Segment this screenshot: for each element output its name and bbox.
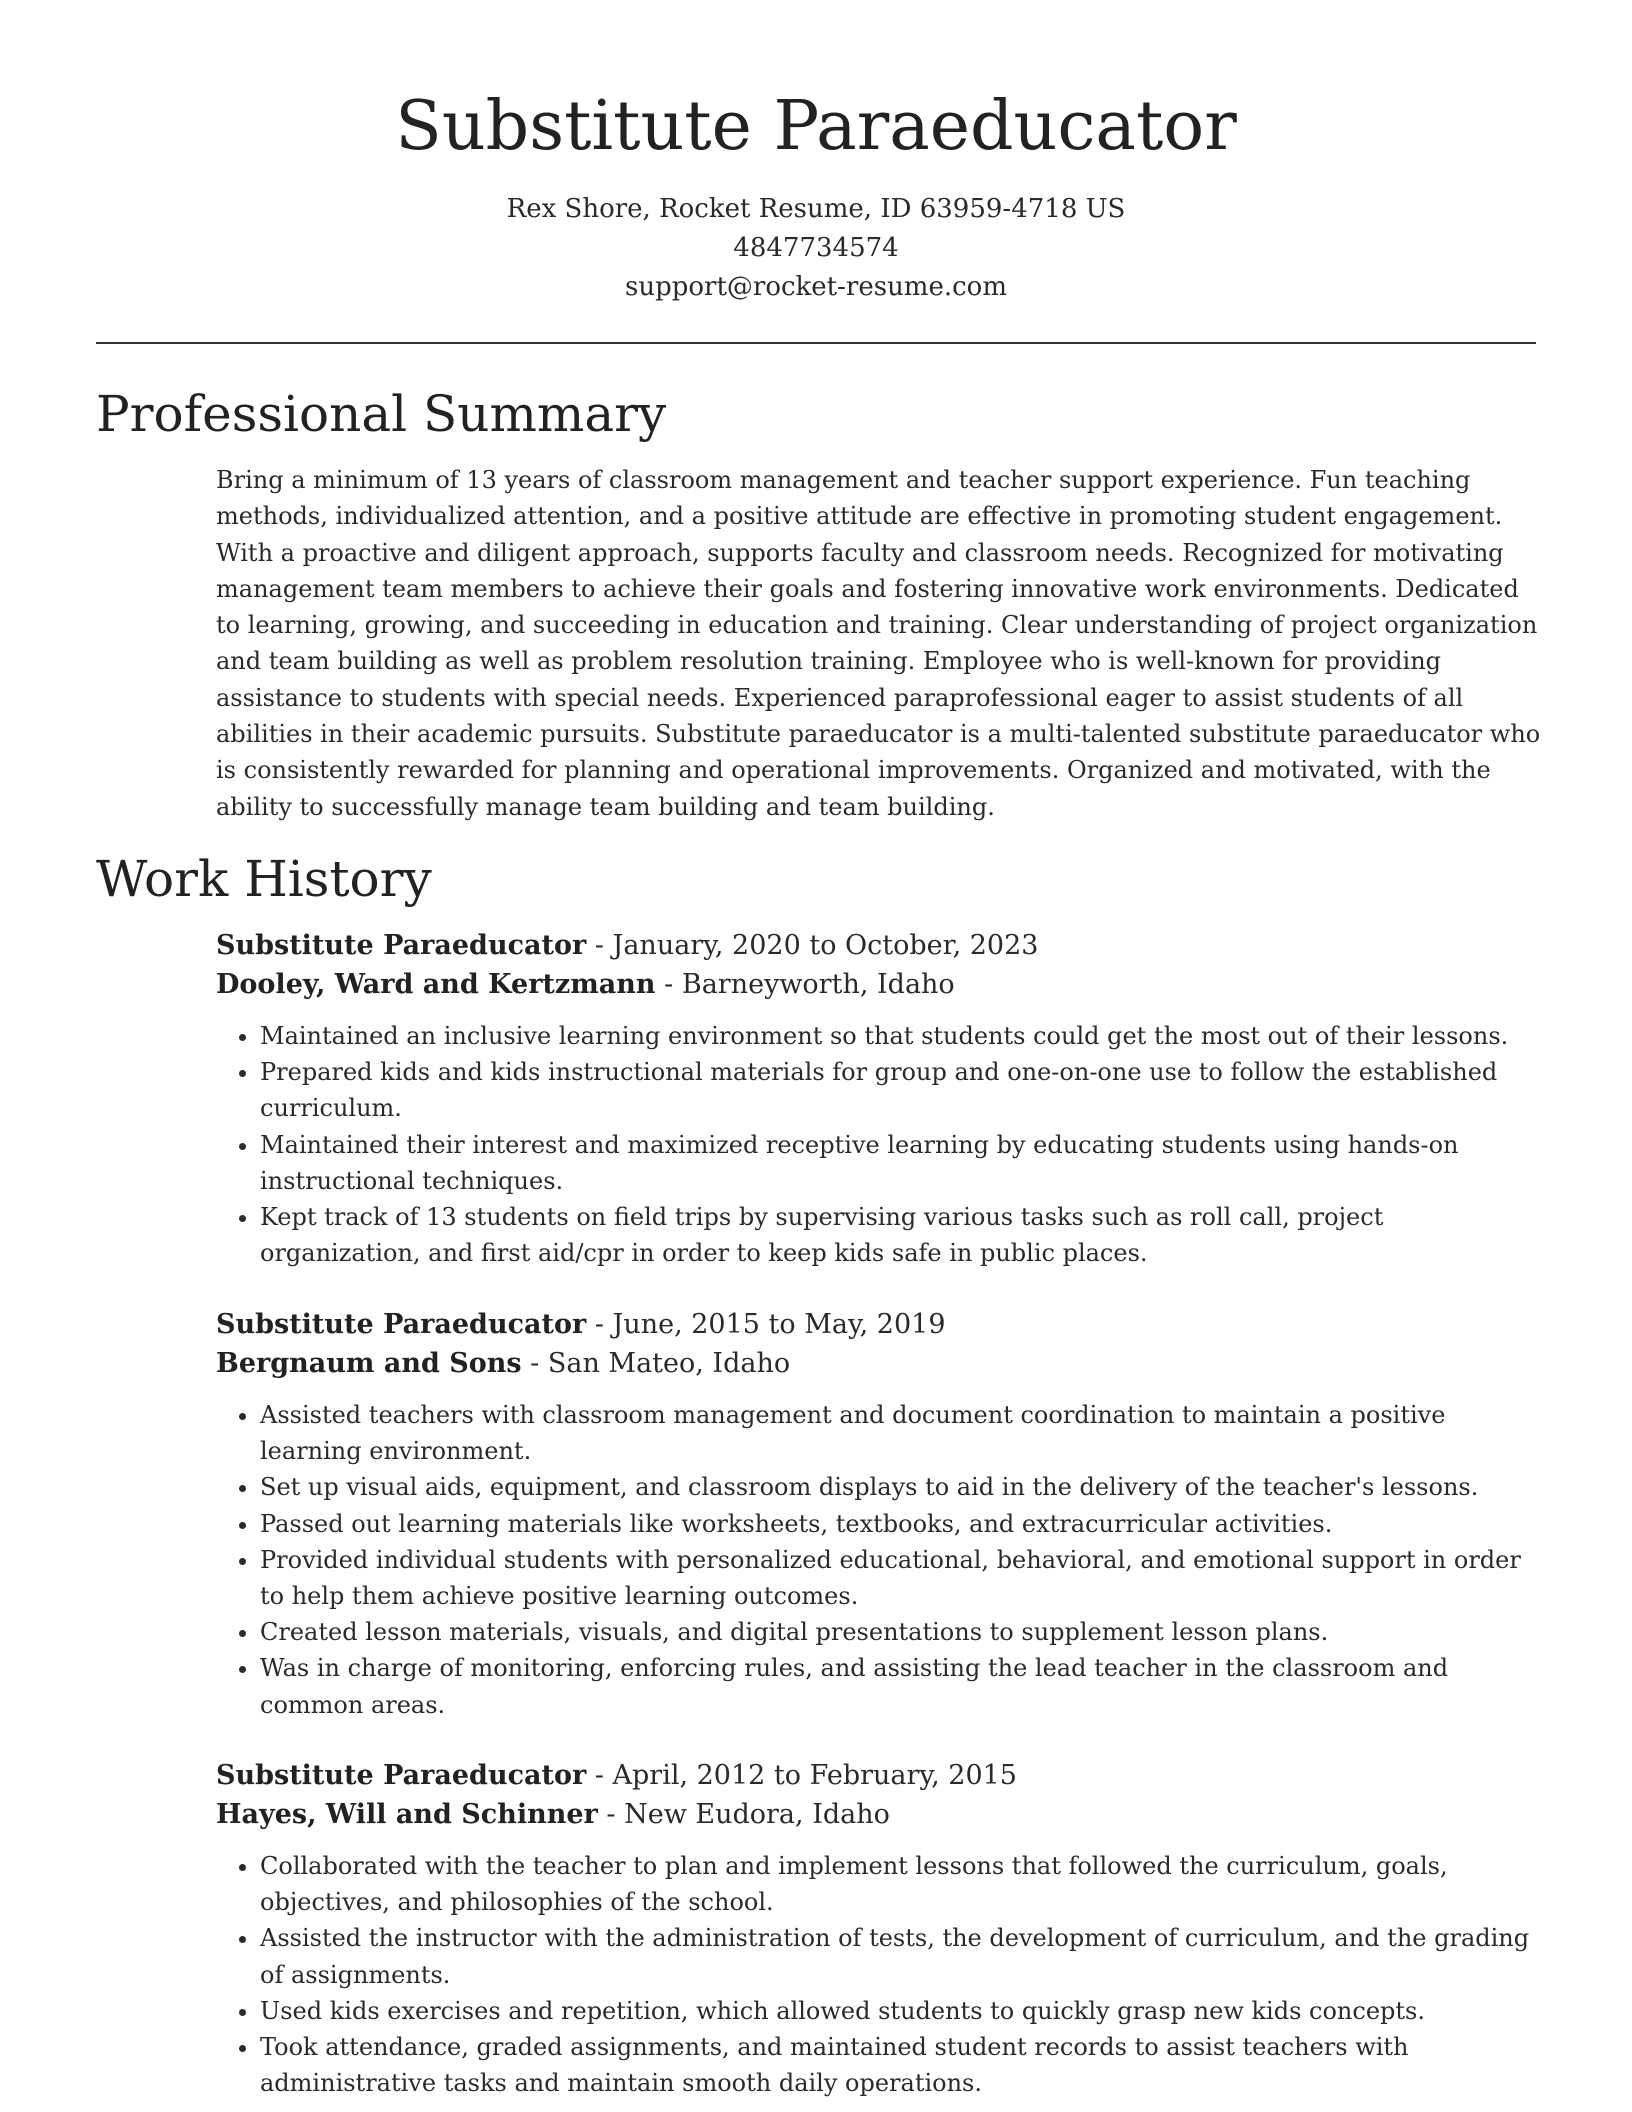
contact-email: support@rocket-resume.com bbox=[624, 272, 1007, 302]
summary-heading: Professional Summary bbox=[96, 385, 667, 443]
job-title-line bbox=[216, 1756, 1541, 1795]
summary-text: Bring a minimum of 13 years of classroom management and teacher support experience. Fun teaching methods, individualized attention, and a positive attitude are effective in promoting student engagement. With a proactive and diligent approach, supports faculty and classroom needs. Recognized for motivating management team members to achieve their goals and fostering innovative work environments. Dedicated to learning, growing, and succeeding in education and training. Clear understanding of project organization and team building as well as problem resolution training. Employee who is well-known for providing assistance to students with special needs. Experienced paraprofessional eager to assist students of all abilities in their academic pursuits. Substitute paraeducator is a multi-talented substitute paraeducator who is consistently rewarded for planning and operational improvements. Organized and motivated, with the ability to successfully manage team building and team building. bbox=[216, 466, 1541, 821]
job-bullet: • Set up visual aids, equipment, and classroom displays to aid in the delivery of the teacher's lessons. bbox=[260, 1469, 1541, 1505]
job-bullet: • Assisted teachers with classroom management and document coordination to maintain a positive learning environment. bbox=[260, 1397, 1541, 1469]
job-company-line bbox=[216, 1344, 1541, 1383]
job-bullet: • Maintained their interest and maximized receptive learning by educating students using hands-on instructional techniques. bbox=[260, 1127, 1541, 1199]
job-bullet: • Maintained an inclusive learning environment so that students could get the most out of their lessons. bbox=[260, 1018, 1541, 1054]
header-divider bbox=[96, 342, 1536, 344]
job-bullet: • Prepared kids and kids instructional materials for group and one-on-one use to follow the established curriculum. bbox=[260, 1054, 1541, 1126]
job-location: - Barneyworth, Idaho bbox=[655, 969, 955, 1000]
job-bullets bbox=[216, 1397, 1541, 1723]
job-bullet: • Assisted the instructor with the administration of tests, the development of curriculum, and the grading of assignments. bbox=[260, 1920, 1541, 1992]
resume-name: Substitute Paraeducator bbox=[395, 87, 1237, 166]
job-bullet: • Provided individual students with personalized educational, behavioral, and emotional support in order to help them achieve positive learning outcomes. bbox=[260, 1542, 1541, 1614]
job-title: Substitute Paraeducator bbox=[216, 1309, 587, 1340]
job-title-line bbox=[216, 1305, 1541, 1344]
job-bullets bbox=[216, 1018, 1541, 1271]
job-company: Hayes, Will and Schinner bbox=[216, 1799, 598, 1830]
contact-address: Rex Shore, Rocket Resume, ID 63959-4718 US bbox=[506, 194, 1126, 224]
job-dates: - April, 2012 to February, 2015 bbox=[586, 1760, 1017, 1791]
job-company: Dooley, Ward and Kertzmann bbox=[216, 969, 656, 1000]
job-location: - New Eudora, Idaho bbox=[597, 1799, 890, 1830]
job-bullet: • Was in charge of monitoring, enforcing rules, and assisting the lead teacher in the classroom and common areas. bbox=[260, 1650, 1541, 1722]
job-location: - San Mateo, Idaho bbox=[521, 1348, 791, 1379]
job-title: Substitute Paraeducator bbox=[216, 1760, 587, 1791]
job-bullet: • Passed out learning materials like worksheets, textbooks, and extracurricular activities. bbox=[260, 1506, 1541, 1542]
job-title-line bbox=[216, 926, 1541, 965]
job-entry bbox=[216, 1305, 1541, 1723]
job-bullet: • Kept track of 13 students on field trips by supervising various tasks such as roll call, project organization, and first aid/cpr in order to keep kids safe in public places. bbox=[260, 1199, 1541, 1271]
job-bullets bbox=[216, 1848, 1541, 2101]
job-company-line bbox=[216, 1795, 1541, 1834]
job-company: Bergnaum and Sons bbox=[216, 1348, 522, 1379]
job-entry bbox=[216, 926, 1541, 1271]
job-bullet: • Collaborated with the teacher to plan and implement lessons that followed the curriculum, goals, objectives, and philosophies of the school. bbox=[260, 1848, 1541, 1920]
work-history-heading: Work History bbox=[96, 850, 432, 908]
job-company-line bbox=[216, 965, 1541, 1004]
job-bullet: • Created lesson materials, visuals, and digital presentations to supplement lesson plans. bbox=[260, 1614, 1541, 1650]
job-dates: - June, 2015 to May, 2019 bbox=[586, 1309, 946, 1340]
contact-phone: 4847734574 bbox=[733, 233, 899, 263]
job-bullet: • Used kids exercises and repetition, which allowed students to quickly grasp new kids concepts. bbox=[260, 1993, 1541, 2029]
job-dates: - January, 2020 to October, 2023 bbox=[586, 930, 1039, 961]
job-entry bbox=[216, 1756, 1541, 2101]
job-bullet: • Took attendance, graded assignments, and maintained student records to assist teachers with administrative tasks and maintain smooth daily operations. bbox=[260, 2029, 1541, 2101]
job-title: Substitute Paraeducator bbox=[216, 930, 587, 961]
